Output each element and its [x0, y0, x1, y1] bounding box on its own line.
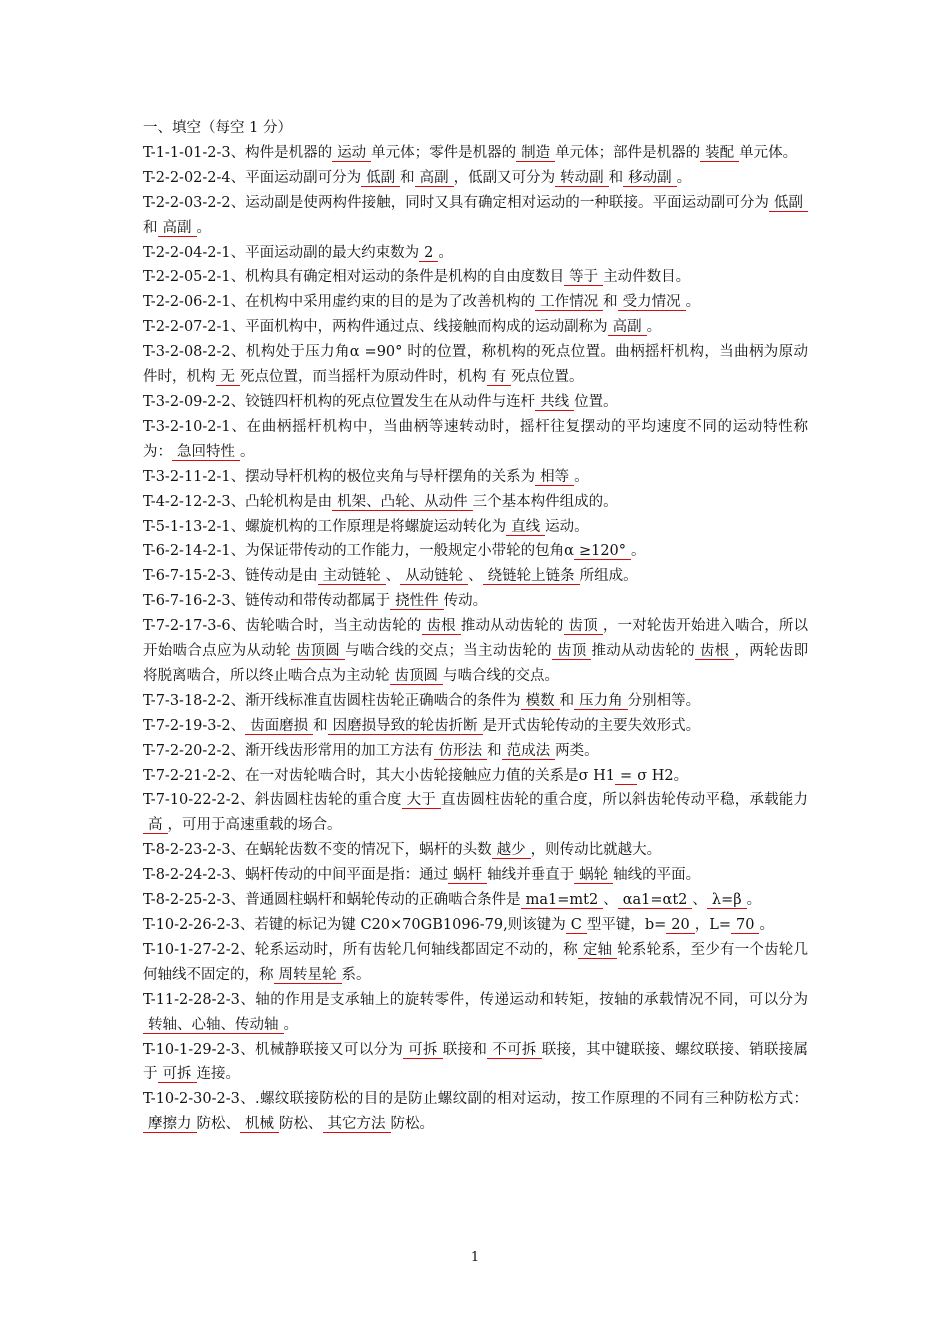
question-text: 。 [438, 244, 453, 261]
answer-blank: 高 [143, 817, 168, 834]
question-text: 防松、 [196, 1116, 240, 1133]
answer-blank: 其它方法 [323, 1116, 391, 1133]
question-text: 死点位置。 [511, 369, 584, 386]
question-text: ，低副又可分为 [453, 169, 556, 186]
question-text: 和 [559, 692, 575, 709]
answer-blank: 机械 [240, 1116, 279, 1133]
answer-blank: 移动副 [623, 170, 677, 187]
question-text: σ H2。 [637, 767, 689, 784]
question-text: 是开式齿轮传动的主要失效形式。 [482, 717, 701, 734]
question-text: 和 [603, 294, 618, 311]
answer-blank: 转轴、心轴、传动轴 [143, 1017, 284, 1034]
question-text: 和 [608, 169, 624, 186]
question-text: 、 [468, 568, 483, 585]
question-text: ，则传动比就越大。 [530, 842, 662, 859]
question-item [143, 315, 808, 340]
question-text: 。 [196, 219, 211, 236]
answer-blank: 齿顶圆 [390, 668, 444, 685]
question-text: 。 [759, 917, 774, 933]
question-text: T-7-2-20-2-2、渐开线齿形常用的加工方法有 [143, 742, 434, 759]
answer-blank: 直线 [506, 519, 545, 536]
question-text: 和 [487, 742, 502, 759]
question-item [143, 241, 808, 266]
answer-blank: 绕链轮上链条 [483, 568, 580, 585]
question-text: T-2-2-06-2-1、在机构中采用虚约束的目的是为了改善机构的 [143, 294, 536, 311]
question-item [143, 739, 808, 764]
question-text: 轴线的平面。 [613, 867, 701, 884]
question-text: 分别相等。 [627, 692, 701, 709]
question-text: 。 [676, 169, 692, 186]
answer-blank: 范成法 [502, 743, 556, 760]
question-item [143, 265, 808, 290]
question-item [143, 589, 808, 614]
answer-blank: 模数 [521, 693, 560, 710]
answer-blank: 齿顶圆 [291, 643, 345, 660]
question-text: T-3-2-08-2-2、机构处于压力角α =90° 时的位置，称机构的死点位置。曲柄摇杆机构，当曲柄为原动件时，机构 [143, 344, 808, 386]
question-text: 轴线并垂直于 [487, 867, 575, 884]
question-text: ，可用于高速重载的场合。 [167, 817, 342, 834]
question-text: 推动从动齿轮的 [460, 618, 564, 635]
question-item [143, 191, 808, 241]
question-text: T-7-3-18-2-2、渐开线标准直齿圆柱齿轮正确啮合的条件为 [143, 692, 521, 709]
question-text: T-2-2-07-2-1、平面机构中，两构件通过点、线接触而构成的运动副称为 [143, 319, 608, 336]
answer-blank: 蜗杆 [448, 867, 487, 884]
question-text: T-10-2-30-2-3、.螺纹联接防松的目的是防止螺纹副的相对运动，按工作原理的不同有三种防松方式： [143, 1091, 808, 1108]
answer-blank: 齿顶 [552, 643, 592, 660]
answer-blank: 高副 [608, 319, 647, 336]
question-item [143, 166, 808, 191]
answer-blank: 定轴 [578, 942, 617, 959]
question-text: 所组成。 [579, 568, 638, 585]
question-item [143, 714, 808, 739]
answer-blank: 高副 [158, 220, 197, 237]
question-text: 、 [385, 568, 401, 585]
answer-blank: 低副 [361, 170, 400, 187]
question-text: 单元体；部件是机器的 [555, 144, 701, 161]
answer-blank: 挠性件 [390, 593, 444, 610]
question-item [143, 938, 808, 988]
question-text: T-2-2-03-2-2、运动副是使两构件接触，同时又具有确定相对运动的一种联接。平面运动副可分为 [143, 194, 769, 211]
question-item [143, 1038, 808, 1088]
answer-blank: ≥120° [574, 543, 631, 560]
answer-blank: 20 [666, 917, 694, 934]
answer-blank: 齿根 [695, 643, 735, 660]
question-item [143, 988, 808, 1038]
question-text: 。 [283, 1016, 298, 1033]
answer-blank: 从动链轮 [400, 568, 468, 585]
question-text: ，两轮齿即将脱离啮合，所以终止啮合点为主动轮 [143, 643, 809, 684]
answer-blank: 齿面磨损 [245, 718, 313, 735]
answer-blank: 不可拆 [487, 1042, 541, 1059]
answer-blank: 工作情况 [535, 294, 603, 311]
question-text: 。 [631, 543, 646, 560]
question-text: T-2-2-05-2-1、机构具有确定相对运动的条件是机构的自由度数目 [143, 269, 565, 286]
question-text: 单元体；零件是机器的 [371, 144, 517, 161]
question-item [143, 490, 808, 515]
question-item [143, 863, 808, 888]
question-item [143, 764, 808, 789]
answer-blank: 低副 [769, 195, 808, 212]
answer-blank: 可拆 [158, 1066, 197, 1083]
question-text: ，一对轮齿开始进入啮合，所以开始啮合点应为从动轮 [143, 618, 809, 660]
section-title: 一、填空（每空 1 分） [143, 120, 292, 136]
answer-blank: 转动副 [555, 170, 609, 187]
answer-blank: 可拆 [403, 1042, 443, 1059]
question-item [143, 415, 808, 465]
question-item [143, 390, 808, 415]
answer-blank: 运动 [332, 145, 371, 162]
question-text: 单元体。 [739, 144, 798, 161]
question-text: 推动从动齿轮的 [591, 643, 695, 660]
question-item [143, 465, 808, 490]
question-text: 。 [646, 319, 662, 336]
question-text: T-3-2-11-2-1、摆动导杆机构的极位夹角与导杆摆角的关系为 [143, 468, 536, 485]
answer-blank: 蜗轮 [574, 867, 613, 884]
question-text: 防松。 [390, 1116, 434, 1133]
question-text: 两类。 [555, 742, 599, 759]
answer-blank: 机架、凸轮、从动件 [332, 494, 473, 511]
question-text: T-2-2-02-2-4、平面运动副可分为 [143, 169, 362, 186]
question-text: T-1-1-01-2-3、构件是机器的 [143, 144, 333, 161]
question-item [143, 340, 808, 390]
question-item [143, 1087, 808, 1137]
question-text: ，L= [694, 917, 732, 933]
question-text: 、 [603, 892, 618, 909]
question-text: 三个基本构件组成的。 [472, 493, 618, 510]
question-text: 、 [692, 892, 707, 909]
answer-blank: 2 [419, 245, 438, 262]
answer-blank: 齿根 [422, 618, 461, 635]
question-text: 与啮合线的交点。 [443, 667, 559, 684]
question-list [143, 141, 808, 1137]
question-item [143, 539, 808, 564]
question-text: 运动。 [545, 518, 589, 535]
question-item [143, 838, 808, 863]
answer-blank: 高副 [415, 170, 454, 187]
question-text: 轮系轮系，至少有一个齿轮几何轴线不固定的，称 [143, 941, 808, 983]
question-text: 和 [143, 219, 158, 236]
answer-blank: 有 [487, 369, 512, 386]
question-item [143, 614, 808, 689]
answer-blank: 因磨损导致的轮齿折断 [328, 718, 483, 735]
answer-blank: 制造 [516, 145, 555, 162]
question-text: T-5-1-13-2-1、螺旋机构的工作原理是将螺旋运动转化为 [143, 518, 507, 535]
answer-blank: 70 [731, 917, 759, 934]
answer-blank: = [615, 768, 637, 785]
question-text: 传动。 [443, 593, 488, 610]
question-text: 。 [574, 468, 589, 485]
question-text: T-8-2-25-2-3、普通圆柱蜗杆和蜗轮传动的正确啮合条件是 [143, 892, 521, 909]
answer-blank: 受力情况 [618, 294, 686, 311]
question-text: 与啮合线的交点；当主动齿轮的 [345, 643, 552, 660]
question-text: 。 [240, 443, 255, 460]
question-text: 和 [313, 717, 328, 734]
question-text: T-10-1-27-2-2、轮系运动时，所有齿轮几何轴线都固定不动的，称 [143, 941, 578, 958]
question-text: T-10-2-26-2-3、若键的标记为键 C20×70GB1096-79,则该键为 [143, 917, 566, 933]
answer-blank: 齿顶 [564, 618, 603, 635]
question-text: T-8-2-24-2-3、蜗杆传动的中间平面是指：通过 [143, 867, 449, 884]
question-text: 联接，其中键联接、螺纹联接、销联接属于 [143, 1041, 809, 1083]
question-text: T-2-2-04-2-1、平面运动副的最大约束数为 [143, 244, 420, 261]
answer-blank: 相等 [535, 469, 574, 486]
question-item [143, 888, 808, 913]
answer-blank: 压力角 [574, 693, 628, 710]
answer-blank: 大于 [402, 792, 441, 809]
answer-blank: 急回特性 [172, 444, 240, 461]
question-text: 系。 [341, 966, 371, 983]
question-text: 死点位置，而当摇杆为原动件时，机构 [240, 369, 487, 386]
question-text: T-7-2-19-3-2、 [143, 717, 246, 734]
question-text: T-4-2-12-2-3、凸轮机构是由 [143, 493, 333, 510]
question-text: 防松、 [279, 1116, 323, 1133]
answer-blank: 仿形法 [434, 743, 488, 760]
answer-blank: 无 [216, 369, 241, 386]
question-text: T-3-2-10-2-1、在曲柄摇杆机构中，当曲柄等速转动时，摇杆往复摆动的平均速度不同的运动特性称为： [143, 418, 808, 460]
question-item [143, 788, 808, 838]
question-text: 位置。 [574, 393, 618, 410]
question-item [143, 515, 808, 540]
question-text: T-8-2-23-2-3、在蜗轮齿数不变的情况下，蜗杆的头数 [143, 842, 492, 859]
answer-blank: 等于 [564, 269, 603, 286]
question-text: 。 [685, 294, 701, 311]
answer-blank: 主动链轮 [318, 568, 386, 585]
answer-blank: 共线 [535, 394, 574, 411]
question-text: 直齿圆柱齿轮的重合度，所以斜齿轮传动平稳，承载能力 [441, 792, 808, 809]
question-text: 主动件数目。 [603, 269, 691, 286]
answer-blank: C [566, 917, 587, 934]
question-text: 。 [746, 892, 762, 909]
question-text: 和 [400, 169, 415, 186]
question-text: T-6-7-16-2-3、链传动和带传动都属于 [143, 593, 391, 610]
page-number: 1 [470, 1250, 480, 1265]
question-text: 联接和 [442, 1041, 488, 1058]
question-text: T-7-2-17-3-6、齿轮啮合时，当主动齿轮的 [143, 618, 422, 635]
question-text: 连接。 [196, 1066, 240, 1083]
question-text: T-11-2-28-2-3、轴的作用是支承轴上的旋转零件，传递运动和转矩，按轴的承载情况不同，可以分为 [143, 991, 808, 1008]
question-text: T-7-2-21-2-2、在一对齿轮啮合时，其大小齿轮接触应力值的关系是σ H1 [143, 767, 616, 784]
question-text: T-10-1-29-2-3、机械静联接又可以分为 [143, 1041, 404, 1058]
answer-blank: 越少 [492, 842, 531, 859]
question-text: T-6-7-15-2-3、链传动是由 [143, 568, 318, 585]
answer-blank: 摩擦力 [143, 1116, 197, 1133]
question-item [143, 913, 808, 938]
question-text: 型平键，b= [586, 917, 667, 933]
question-text: T-7-10-22-2-2、斜齿圆柱齿轮的重合度 [143, 792, 402, 809]
answer-blank: αa1=αt2 [618, 892, 693, 909]
answer-blank: ma1=mt2 [521, 892, 604, 909]
answer-blank: λ=β [707, 892, 747, 909]
question-item [143, 564, 808, 589]
answer-blank: 装配 [700, 145, 739, 162]
question-item [143, 141, 808, 166]
question-text: T-6-2-14-2-1、为保证带传动的工作能力，一般规定小带轮的包角α [143, 543, 574, 560]
question-item [143, 290, 808, 315]
question-item [143, 689, 808, 714]
answer-blank: 周转星轮 [274, 967, 342, 984]
question-text: T-3-2-09-2-2、铰链四杆机构的死点位置发生在从动件与连杆 [143, 393, 536, 410]
